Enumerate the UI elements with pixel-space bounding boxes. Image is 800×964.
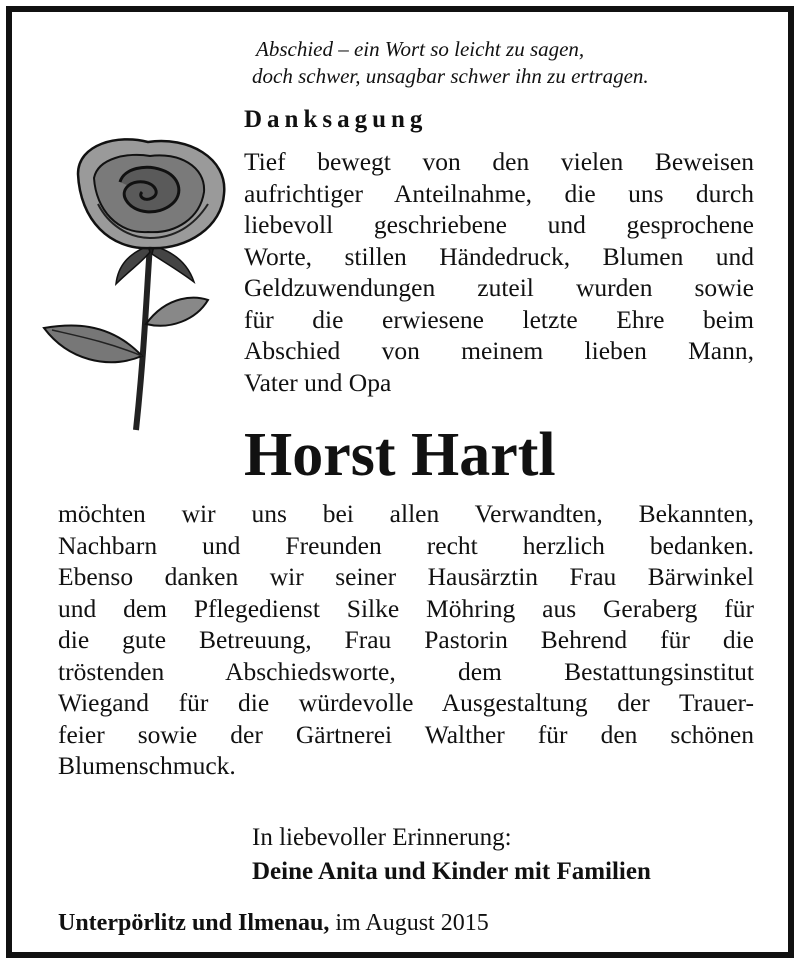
- body-line: Blumenschmuck.: [58, 751, 236, 780]
- body-line: tröstenden Abschiedsworte, dem Bestattungsinstitut: [58, 656, 754, 686]
- intro-line: liebevoll geschriebene und gesprochene: [244, 210, 754, 239]
- footer-place-date: [58, 910, 489, 937]
- body-line: Nachbarn und Freunden recht herzlich bedanken.: [58, 530, 754, 560]
- intro-line: Tief bewegt von den vielen Beweisen: [244, 147, 754, 176]
- intro-paragraph: [244, 146, 754, 398]
- body-line: die gute Betreuung, Frau Pastorin Behrend für die: [58, 625, 754, 654]
- closing-memory: In liebevoller Erinnerung:: [252, 824, 512, 851]
- heading-danksagung: Danksagung: [244, 106, 428, 133]
- intro-line: für die erwiesene letzte Ehre beim: [244, 304, 754, 334]
- body-line: Wiegand für die würdevolle Ausgestaltung der Trauer-: [58, 688, 754, 717]
- intro-line: Worte, stillen Händedruck, Blumen und: [244, 241, 754, 271]
- closing-family: Deine Anita und Kinder mit Familien: [252, 858, 651, 885]
- footer-place: Unterpörlitz und Ilmenau,: [58, 910, 330, 936]
- body-line: feier sowie der Gärtnerei Walther für den schönen: [58, 719, 754, 749]
- quote-line-1: Abschied – ein Wort so leicht zu sagen,: [256, 37, 585, 61]
- rose-icon: [38, 134, 238, 434]
- obituary-card: [6, 6, 794, 958]
- body-line: Ebenso danken wir seiner Hausärztin Frau Bärwinkel: [58, 562, 754, 591]
- quote-line-2: doch schwer, unsagbar schwer ihn zu ertragen.: [252, 64, 649, 88]
- intro-line: Abschied von meinem lieben Mann,: [244, 336, 754, 365]
- thanks-paragraph: [58, 498, 754, 782]
- intro-line: aufrichtiger Anteilnahme, die uns durch: [244, 178, 754, 208]
- farewell-quote: [252, 36, 772, 90]
- body-line: möchten wir uns bei allen Verwandten, Bekannten,: [58, 499, 754, 528]
- intro-line: Geldzuwendungen zuteil wurden sowie: [244, 273, 754, 302]
- deceased-name: Horst Hartl: [244, 421, 556, 489]
- body-line: und dem Pflegedienst Silke Möhring aus Geraberg für: [58, 593, 754, 623]
- intro-line: Vater und Opa: [244, 367, 392, 397]
- footer-date: im August 2015: [335, 910, 489, 936]
